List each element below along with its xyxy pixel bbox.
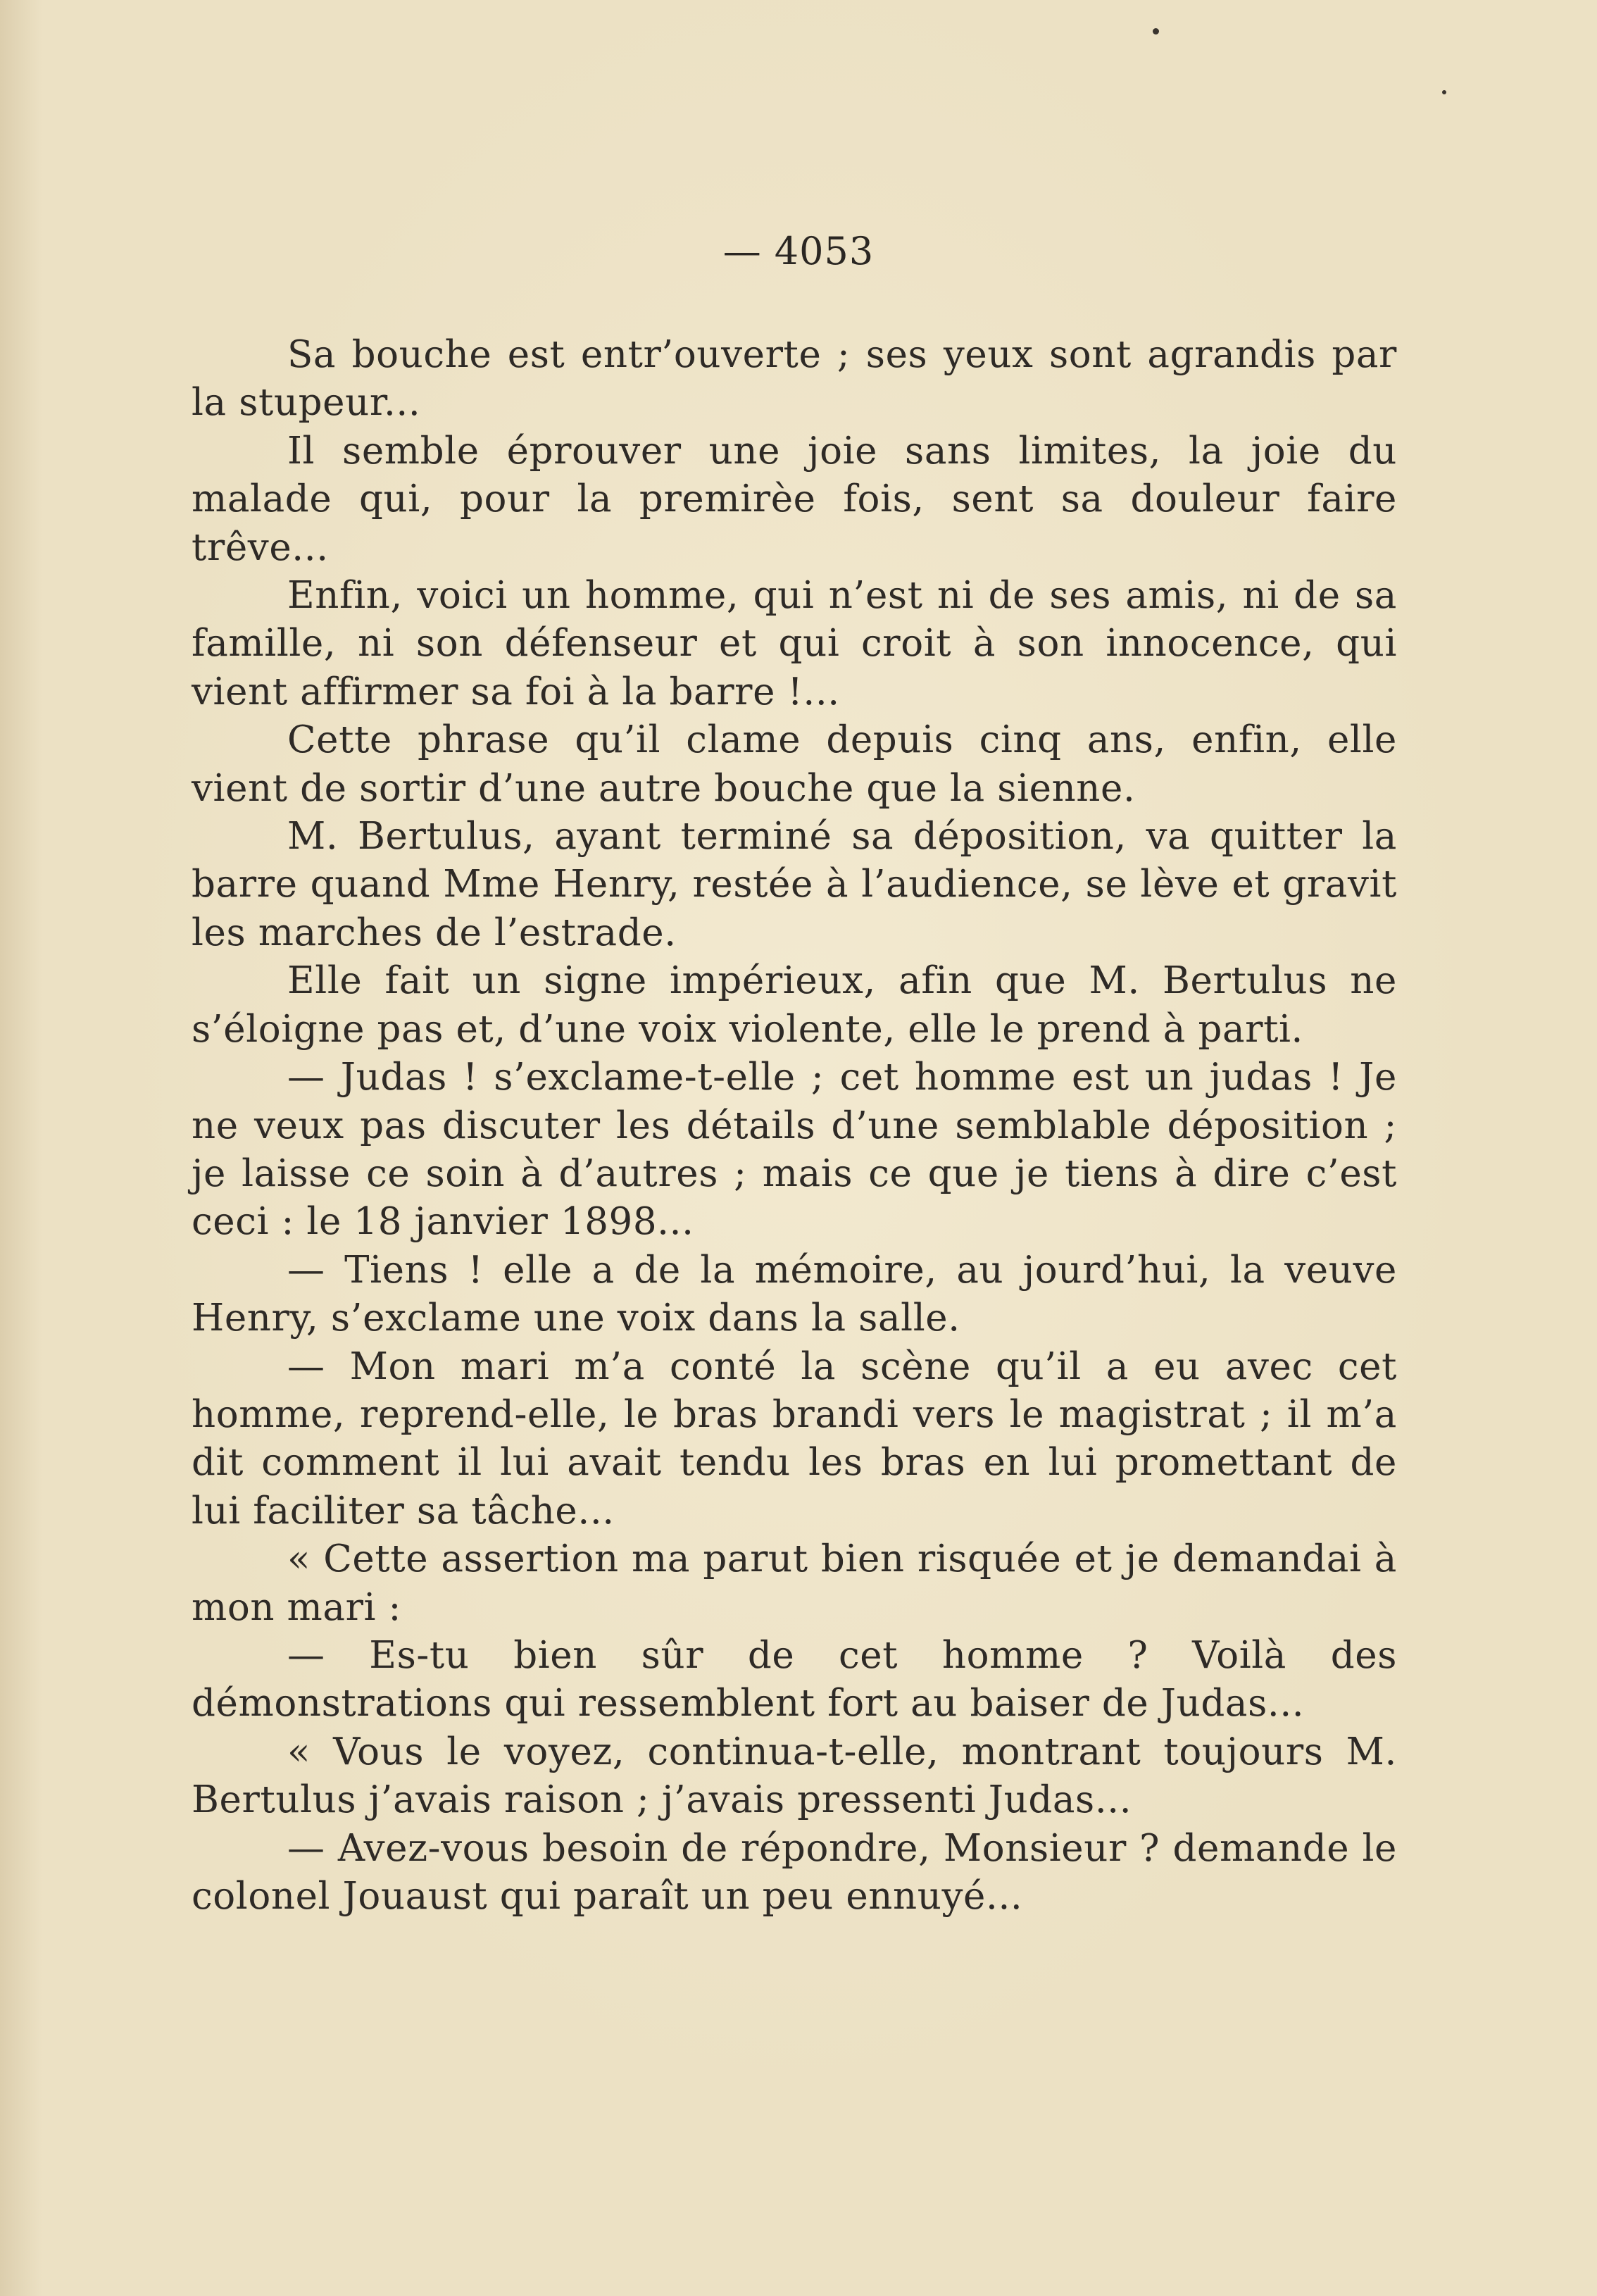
ink-speck xyxy=(1442,90,1446,94)
paragraph: — Es-tu bien sûr de cet homme ? Voilà des démonstrations qui ressemblent fort au baiser de Judas... xyxy=(192,1633,1397,1726)
page-number-dash: — xyxy=(722,229,762,273)
paragraph: Elle fait un signe impérieux, afin que M. Bertulus ne s’éloigne pas et, d’une voix violente, elle le prend à parti. xyxy=(192,959,1397,1051)
page-number xyxy=(0,229,1597,273)
paragraph: Cette phrase qu’il clame depuis cinq ans, enfin, elle vient de sortir d’une autre bouche que la sienne. xyxy=(192,718,1397,810)
body-text xyxy=(192,331,1397,1921)
paragraph: Il semble éprouver une joie sans limites, la joie du malade qui, pour la premirèe fois, sent sa douleur faire trêve... xyxy=(192,429,1397,569)
paragraph: — Mon mari m’a conté la scène qu’il a eu avec cet homme, reprend-elle, le bras brandi vers le magistrat ; il m’a dit comment il lui avait tendu les bras en lui promettant de lui faciliter sa tâche... xyxy=(192,1344,1397,1533)
paragraph: M. Bertulus, ayant terminé sa déposition, va quitter la barre quand Mme Henry, restée à l’audience, se lève et gravit les marches de l’estrade. xyxy=(192,815,1397,954)
page-number-value: 4053 xyxy=(774,229,875,273)
paragraph: « Cette assertion ma parut bien risquée et je demandai à mon mari : xyxy=(192,1537,1397,1629)
paragraph: « Vous le voyez, continua-t-elle, montrant toujours M. Bertulus j’avais raison ; j’avais pressenti Judas... xyxy=(192,1730,1397,1822)
paragraph: — Tiens ! elle a de la mémoire, au jourd’hui, la veuve Henry, s’exclame une voix dans la salle. xyxy=(192,1248,1397,1340)
ink-speck xyxy=(1153,28,1159,35)
paragraph: Sa bouche est entr’ouverte ; ses yeux sont agrandis par la stupeur... xyxy=(192,333,1397,425)
paragraph: — Judas ! s’exclame-t-elle ; cet homme est un judas ! Je ne veux pas discuter les détails d’une semblable déposition ; je laisse ce soin à d’autres ; mais ce que je tiens à dire c’est ceci : le 18 janvier 1898... xyxy=(192,1056,1397,1244)
paragraph: — Avez-vous besoin de répondre, Monsieur ? demande le colonel Jouaust qui paraît un peu ennuyé... xyxy=(192,1826,1397,1918)
paragraph: Enfin, voici un homme, qui n’est ni de ses amis, ni de sa famille, ni son défenseur et qui croit à son innocence, qui vient affirmer sa foi à la barre !... xyxy=(192,574,1397,713)
